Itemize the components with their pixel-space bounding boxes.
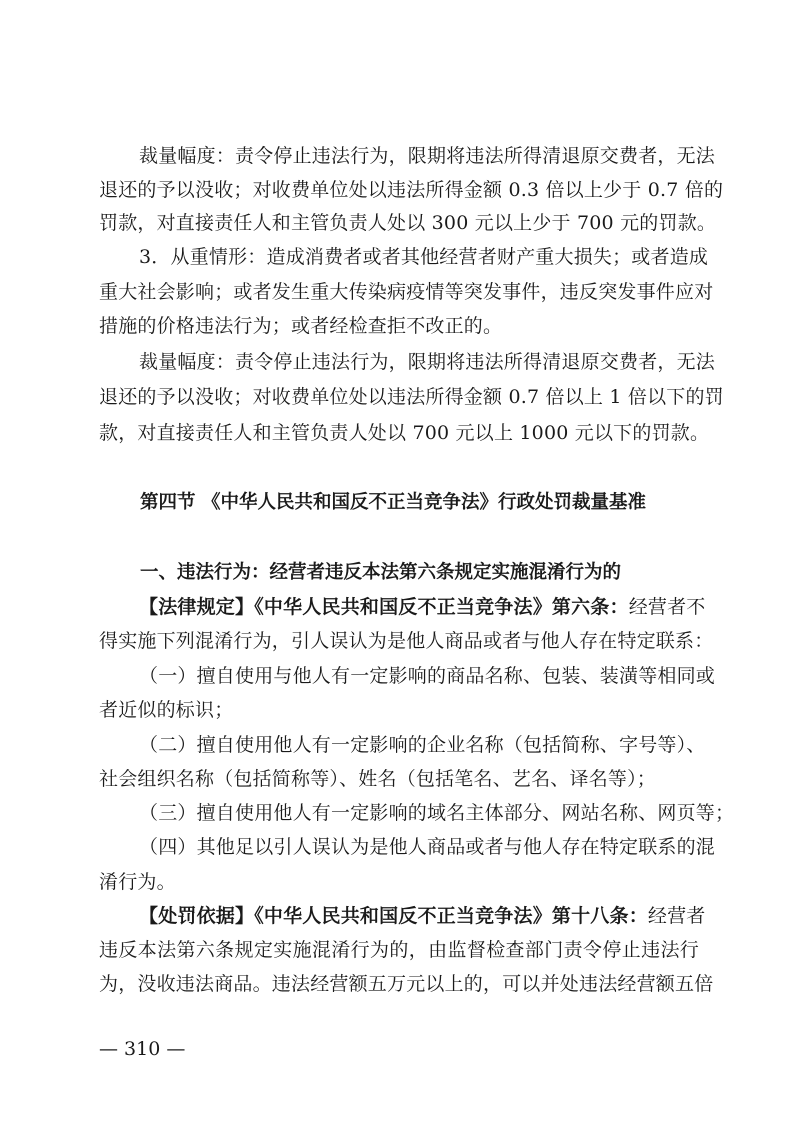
- paragraph-line: [99, 903, 706, 929]
- paragraph-line: 者近似的标识；: [99, 699, 234, 721]
- paragraph-line: 为，没收违法商品。违法经营额五万元以上的，可以并处违法经营额五倍: [99, 973, 714, 995]
- paragraph-line: 重大社会影响；或者发生重大传染病疫情等突发事件，违反突发事件应对: [99, 281, 714, 303]
- paragraph-line: 得实施下列混淆行为，引人误认为是他人商品或者与他人存在特定联系：: [99, 630, 714, 652]
- penalty-basis-label: 【处罚依据】《中华人民共和国反不正当竞争法》第十八条：: [139, 905, 648, 927]
- page-number: — 310 —: [99, 1038, 186, 1060]
- legal-provision-text: 经营者不: [628, 596, 706, 618]
- paragraph-line: （三）擅自使用他人有一定影响的域名主体部分、网站名称、网页等；: [139, 802, 735, 824]
- section-title: 第四节 《中华人民共和国反不正当竞争法》行政处罚裁量基准: [140, 492, 646, 513]
- paragraph-line: 裁量幅度：责令停止违法行为，限期将违法所得清退原交费者，无法: [139, 145, 716, 167]
- paragraph-line: 退还的予以没收；对收费单位处以违法所得金额 0.7 倍以上 1 倍以下的罚: [99, 386, 724, 408]
- paragraph-line: 退还的予以没收；对收费单位处以违法所得金额 0.3 倍以上少于 0.7 倍的: [99, 179, 724, 201]
- paragraph-line: 违反本法第六条规定实施混淆行为的，由监督检查部门责令停止违法行: [99, 939, 699, 961]
- paragraph-line: 淆行为。: [99, 871, 176, 893]
- paragraph-line: 社会组织名称（包括简称等）、姓名（包括笔名、艺名、译名等）；: [99, 768, 657, 790]
- item-title: 一、违法行为：经营者违反本法第六条规定实施混淆行为的: [140, 562, 622, 583]
- paragraph-line: （四）其他足以引人误认为是他人商品或者与他人存在特定联系的混: [139, 836, 716, 858]
- penalty-basis-text: 经营者: [647, 905, 706, 927]
- paragraph-line: （二）擅自使用他人有一定影响的企业名称（包括简称、字号等）、: [139, 734, 706, 756]
- paragraph-line: 裁量幅度：责令停止违法行为，限期将违法所得清退原交费者，无法: [139, 351, 716, 373]
- paragraph-line: 3．从重情形：造成消费者或者其他经营者财产重大损失；或者造成: [139, 246, 709, 268]
- paragraph-line: 款，对直接责任人和主管负责人处以 700 元以上 1000 元以下的罚款。: [99, 422, 710, 444]
- paragraph-line: （一）擅自使用与他人有一定影响的商品名称、包装、装潢等相同或: [139, 665, 716, 687]
- paragraph-line: [99, 594, 706, 620]
- paragraph-line: 罚款，对直接责任人和主管负责人处以 300 元以上少于 700 元的罚款。: [99, 212, 717, 234]
- legal-provision-label: 【法律规定】《中华人民共和国反不正当竞争法》第六条：: [139, 596, 629, 618]
- paragraph-line: 措施的价格违法行为；或者经检查拒不改正的。: [99, 315, 503, 337]
